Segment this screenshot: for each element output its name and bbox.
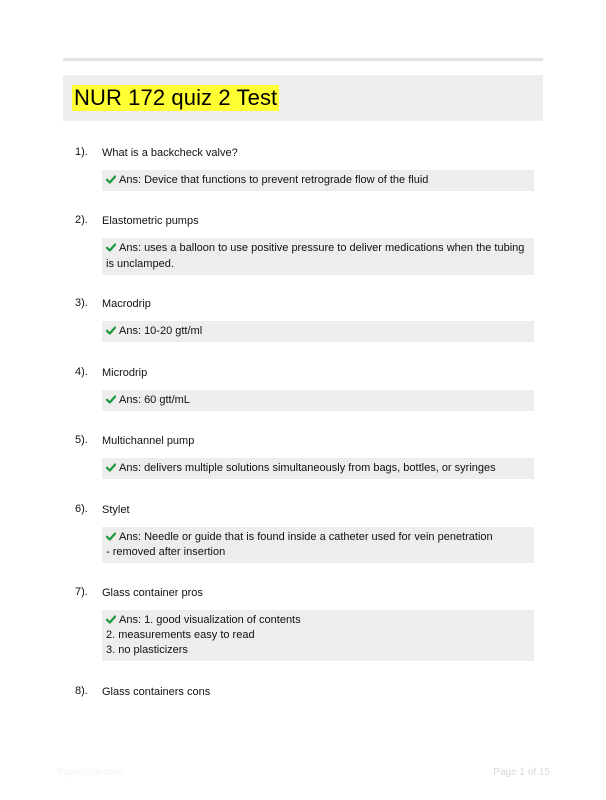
answer-box xyxy=(102,321,534,342)
check-icon xyxy=(106,326,116,335)
question-number: 5). xyxy=(75,434,88,446)
page-indicator: Page 1 of 15 xyxy=(493,767,550,778)
question-text: Macrodrip xyxy=(102,298,151,310)
check-icon xyxy=(106,532,116,541)
check-icon xyxy=(106,463,116,472)
answer-box xyxy=(102,238,534,275)
answer-text-line: 3. no plasticizers xyxy=(106,644,188,656)
top-divider xyxy=(63,58,543,61)
question-text: Microdrip xyxy=(102,367,148,379)
answer-box xyxy=(102,610,534,661)
question-number: 4). xyxy=(75,366,88,378)
question-text: Glass container pros xyxy=(102,587,203,599)
answer-box xyxy=(102,170,534,191)
question-number: 8). xyxy=(75,685,88,697)
answer-text: Ans: 1. good visualization of contents xyxy=(119,614,301,626)
check-icon xyxy=(106,243,116,252)
answer-text: Ans: Needle or guide that is found inside a catheter used for vein penetration xyxy=(119,531,493,543)
title-banner xyxy=(63,75,543,121)
question-number: 2). xyxy=(75,214,88,226)
answer-box xyxy=(102,458,534,479)
question-text: What is a backcheck valve? xyxy=(102,147,238,159)
answer-text: Ans: 10-20 gtt/ml xyxy=(119,325,203,337)
answer-box xyxy=(102,527,534,563)
question-text: Stylet xyxy=(102,504,130,516)
question-number: 1). xyxy=(75,146,88,158)
question-text: Elastometric pumps xyxy=(102,215,199,227)
check-icon xyxy=(106,175,116,184)
question-text: Glass containers cons xyxy=(102,686,211,698)
answer-text: Ans: uses a balloon to use positive pressure to deliver medications when the tubing is unclamped. xyxy=(106,242,525,270)
question-text: Multichannel pump xyxy=(102,435,195,447)
answer-text: Ans: Device that functions to prevent retrograde flow of the fluid xyxy=(119,174,429,186)
answer-text-line: - removed after insertion xyxy=(106,546,226,558)
question-number: 3). xyxy=(75,297,88,309)
answer-text: Ans: 60 gtt/mL xyxy=(119,394,190,406)
answer-box xyxy=(102,390,534,411)
question-number: 6). xyxy=(75,503,88,515)
check-icon xyxy=(106,615,116,624)
answer-text: Ans: delivers multiple solutions simultaneously from bags, bottles, or syringes xyxy=(119,462,496,474)
answer-text-line: 2. measurements easy to read xyxy=(106,629,255,641)
question-number: 7). xyxy=(75,586,88,598)
footer-watermark: PaperStar.com xyxy=(57,767,124,778)
check-icon xyxy=(106,395,116,404)
page-title: NUR 172 quiz 2 Test xyxy=(74,85,278,110)
